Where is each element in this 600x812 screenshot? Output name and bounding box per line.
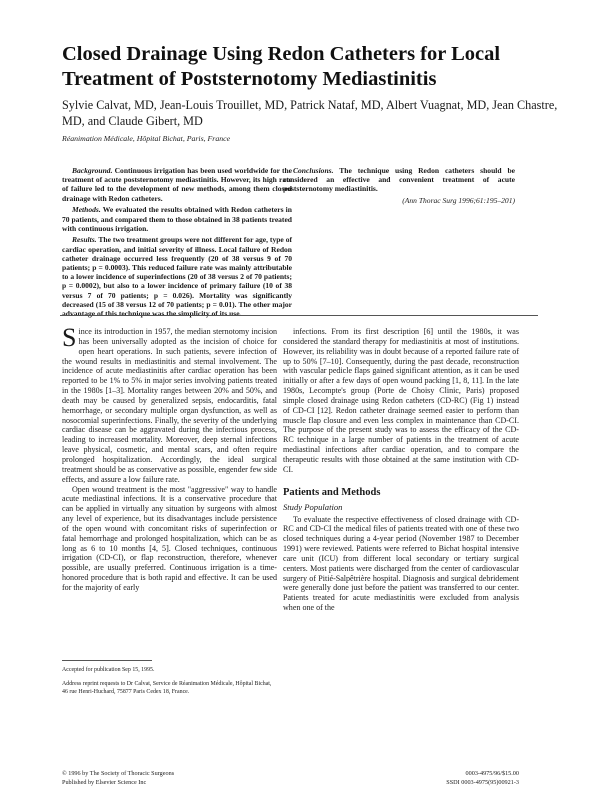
conclusions-label: Conclusions. <box>293 166 334 175</box>
conclusions-text: The technique using Redon catheters should be considered an effective and convenient treatment of acute poststernotomy mediastinitis. <box>283 166 515 194</box>
abstract-background <box>62 166 292 203</box>
methods-label: Methods. <box>72 205 101 215</box>
intro-paragraph-3: infections. From its first description [6] until the 1980s, it was considered the standard therapy for mediastinitis at most of institutions. However, its reliability was in doubt because of a reported failure rate of up to 50% [7–10]. Consequently, during the past decade, reconstruction with vascular pedicle flaps gained significant attention, as it can be used initially or after a few days of open wound packing [1, 8, 11]. In the late 1980s, Lecompte's group (Porte de Choisy Clinic, Paris) proposed simple closed drainage using Redon catheters (CD-RC) (Fig 1) instead of CD-CI [12]. Redon catheter drainage seemed easier to perform than muscle flap closure and even less complex in maintenance than CD-CI. The purpose of the present study was to assess the efficacy of the CD-RC technique in a large number of patients in the treatment of acute mediastinal infections after cardiac operation, and to compare the therapeutic results with those obtained at the same institution with CD-CI. <box>283 327 519 474</box>
footnote-divider <box>62 660 152 661</box>
author-list: Sylvie Calvat, MD, Jean-Louis Trouillet, MD, Patrick Nataf, MD, Albert Vuagnat, MD, Jean Chastre, MD, and Claude Gibert, MD <box>62 98 558 128</box>
background-text: Continuous irrigation has been used worldwide for the treatment of acute poststernotomy mediastinitis. However, its high rate of failure led to the development of new methods, among them closed drainage with Redon catheters. <box>62 166 292 203</box>
intro-paragraph-2: Open wound treatment is the most "aggressive" way to handle acute mediastinal infections. It is a conservative procedure that can be applied in virtually any situation by surgeons with almost any level of experience, but its disadvantages include persistence of the open wound with concomitant risks of superinfection or fatal hemorrhage and prolonged hospitalization, which can be as long as 6 to 10 months [4, 5]. Closed techniques, continuous irrigation (CD-CI), or flap reconstruction, therefore, whenever possible, are usually preferred. Continuous irrigation is a time-honored procedure that is both rapid and effective. It can be used for the majority of early <box>62 484 277 592</box>
abstract-right-column <box>283 166 515 208</box>
results-text: The two treatment groups were not different for age, type of cardiac operation, and initial severity of illness. Local failure of Redon catheter drainage occurred less frequently (20 of 38 versus 9 of 70 patients; p = 0.0003). This reduced failure rate was mainly attributable to a lower incidence of superinfections (20 of 38 versus 2 of 70 patients; p = 0.0002), but also to a lower incidence of primary failure (10 of 38 versus 7 of 70 patients; p = 0.026). Mortality was significantly decreased (15 of 38 versus 12 of 70 patients; p = 0.01). The other major advantage of this technique was the simplicity of its use. <box>62 235 292 319</box>
body-right-column <box>283 327 519 613</box>
copyright-line-2: Published by Elsevier Science Inc <box>62 778 147 786</box>
intro-paragraph-1 <box>62 323 277 485</box>
affiliation: Réanimation Médicale, Hôpital Bichat, Paris, France <box>62 134 231 143</box>
abstract-left-column <box>62 166 292 321</box>
footnote-accepted: Accepted for publication Sep 15, 1995. <box>62 667 155 673</box>
copyright-notice <box>62 770 277 787</box>
background-label: Background. <box>72 166 113 175</box>
methods-text: We evaluated the results obtained with Redon catheters in 70 patients, and compared them to those obtained in 38 patients treated with continuous irrigation. <box>62 205 292 233</box>
abstract-methods <box>62 205 292 233</box>
issn-codes <box>283 770 519 787</box>
drop-cap: S <box>62 323 77 352</box>
section-heading: Patients and Methods <box>283 486 381 498</box>
methods-paragraph-1: To evaluate the respective effectiveness of closed drainage with CD-RC and CD-CI the medical files of patients treated with one of these two closed techniques during a 4-year period (November 1987 to December 1991) were reviewed. Patients were referred to Bichat hospital intensive care unit (ICU) from different local secondary or tertiary surgical centers. Most patients were discharged from the center of cardiovascular surgery of Pitié-Salpêtrière hospital. Diagnosis and surgical debridement were generally done just before the patient was transferred to our center. Patients treated for acute mediastinitis were excluded from analysis when one of the <box>283 514 519 613</box>
body-left-column <box>62 323 277 593</box>
abstract-results <box>62 235 292 318</box>
article-title: Closed Drainage Using Redon Catheters for Local Treatment of Poststernotomy Mediastinitis <box>62 43 501 90</box>
journal-citation: (Ann Thorac Surg 1996;61:195–201) <box>402 196 515 206</box>
abstract-conclusions <box>283 166 515 194</box>
results-label: Results. <box>72 235 97 245</box>
price-code: 0003-4975/96/$15.00 <box>465 770 519 777</box>
intro-text-1: ince its introduction in 1957, the median sternotomy incision has been universally adopted as the incision of choice for open heart operations. In such patients, severe infection of the wound results in mediastinitis and sternal involvement. The incidence of acute mediastinitis after cardiac operation has been reported to be 1% to 5% in major series involving patients treated in the 1980s [1–3]. Mortality ranges between 20% and 50%, and death may be caused by generalized sepsis, endocarditis, fatal hemorrhage, or secondary multiple organ dysfunction, as well as nosocomial superinfections. Finally, the severity of the underlying cardiac disease can be aggravated during the infectious process, leading to increased mortality. Moreover, deep sternal infections leave physical, cosmetic, and mental scars, and often require prolonged hospitalization. Accordingly, the ideal surgical treatment should be as conservative as possible, engender few side effects, and assure a low failure rate. <box>62 327 277 484</box>
copyright-line-1: © 1996 by The Society of Thoracic Surgeons <box>62 770 175 777</box>
ssdi-code: SSDI 0003-4975(95)00921-3 <box>446 778 519 786</box>
footnote-address: Address reprint requests to Dr Calvat, Service de Réanimation Médicale, Hôpital Bichat, 46 rue Henri-Huchard, 75877 Paris Cedex 18, France. <box>62 681 272 695</box>
subsection-heading: Study Population <box>283 501 343 512</box>
abstract-divider <box>60 315 538 316</box>
